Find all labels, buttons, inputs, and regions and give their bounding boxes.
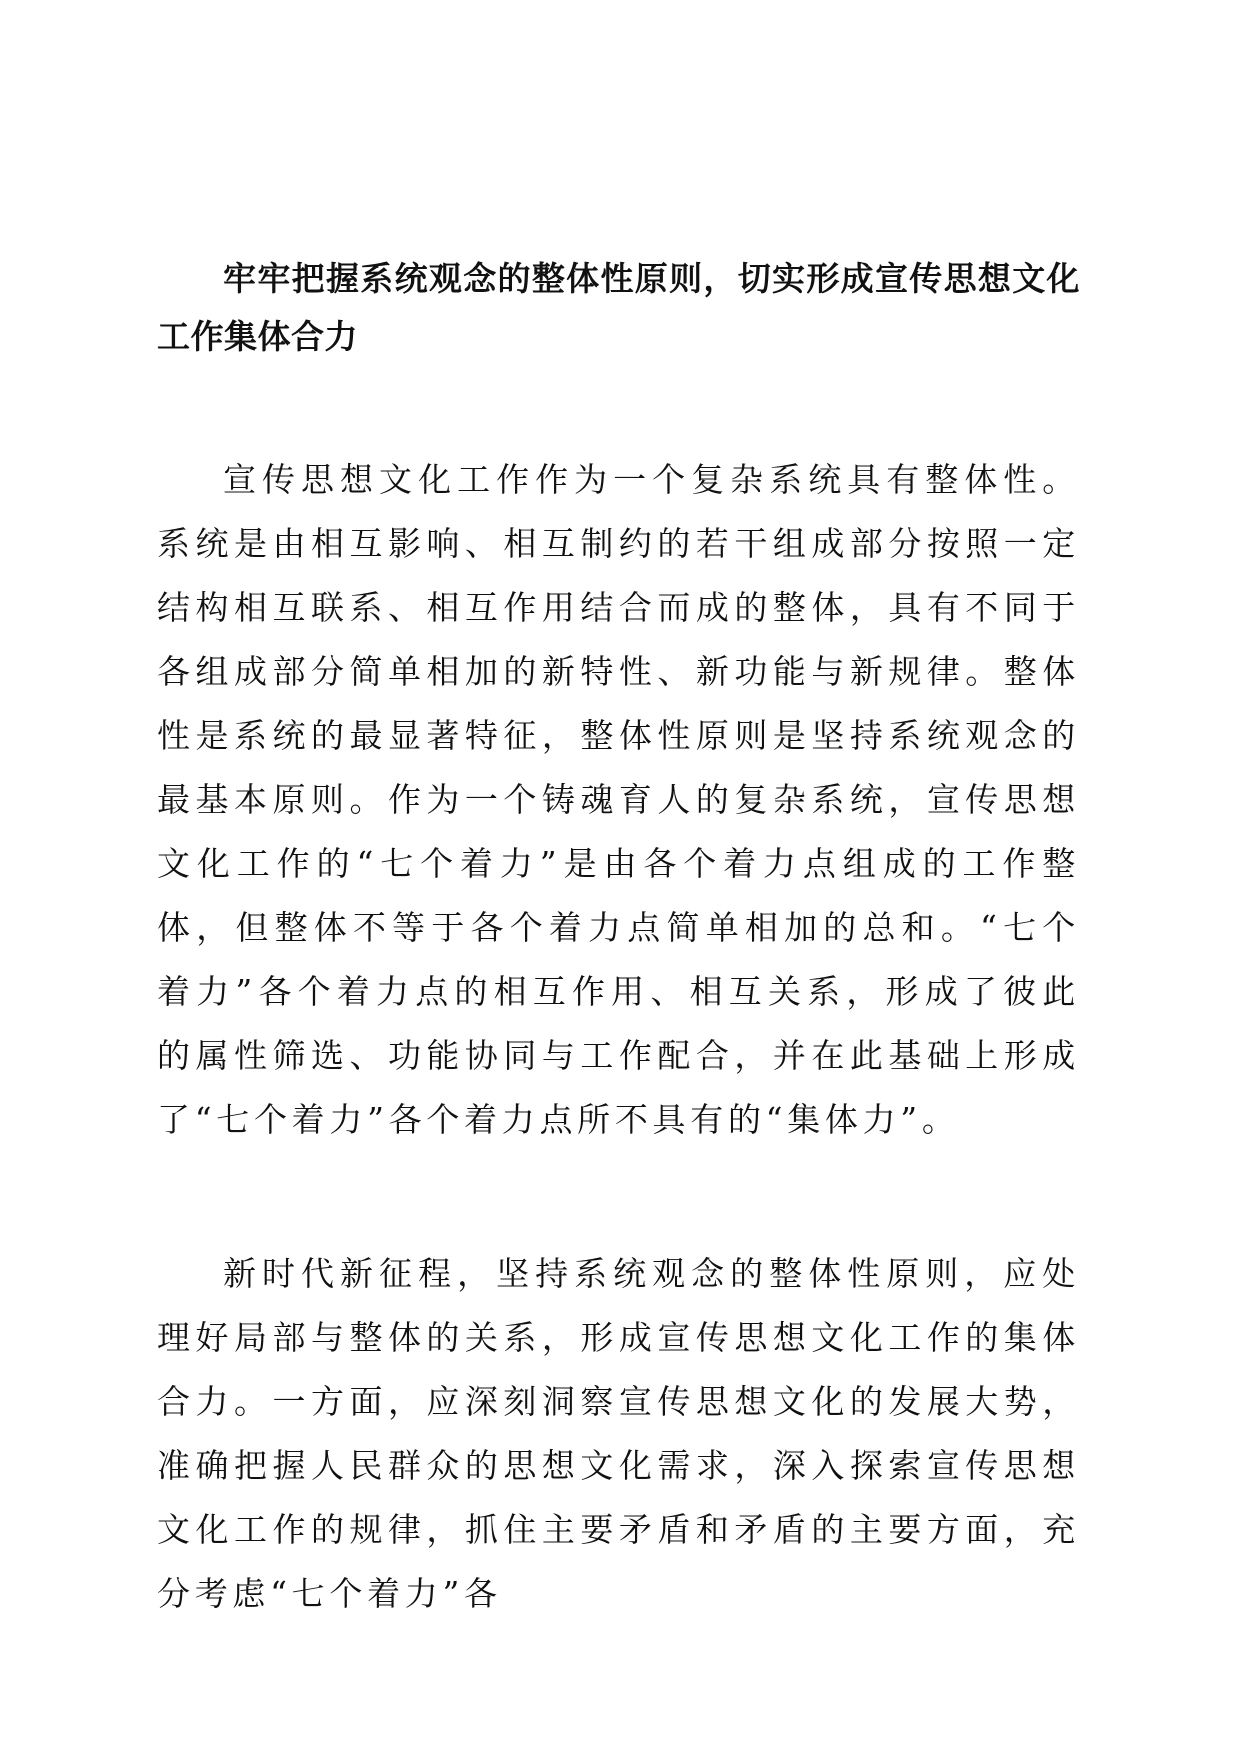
- paragraph-2: 新时代新征程，坚持系统观念的整体性原则，应处理好局部与整体的关系，形成宣传思想文化工作的集体合力。一方面，应深刻洞察宣传思想文化的发展大势，准确把握人民群众的思想文化需求，深入探索宣传思想文化工作的规律，抓住主要矛盾和矛盾的主要方面，充分考虑“七个着力”各: [157, 1254, 1080, 1613]
- paragraph-1: 宣传思想文化工作作为一个复杂系统具有整体性。系统是由相互影响、相互制约的若干组成部分按照一定结构相互联系、相互作用结合而成的整体，具有不同于各组成部分简单相加的新特性、新功能与新规律。整体性是系统的最显著特征，整体性原则是坚持系统观念的最基本原则。作为一个铸魂育人的复杂系统，宣传思想文化工作的“七个着力”是由各个着力点组成的工作整体，但整体不等于各个着力点简单相加的总和。“七个着力”各个着力点的相互作用、相互关系，形成了彼此的属性筛选、功能协同与工作配合，并在此基础上形成了“七个着力”各个着力点所不具有的“集体力”。: [157, 460, 1080, 1139]
- section-heading: 牢牢把握系统观念的整体性原则，切实形成宣传思想文化工作集体合力: [157, 259, 1080, 356]
- document-body: [157, 250, 1080, 1626]
